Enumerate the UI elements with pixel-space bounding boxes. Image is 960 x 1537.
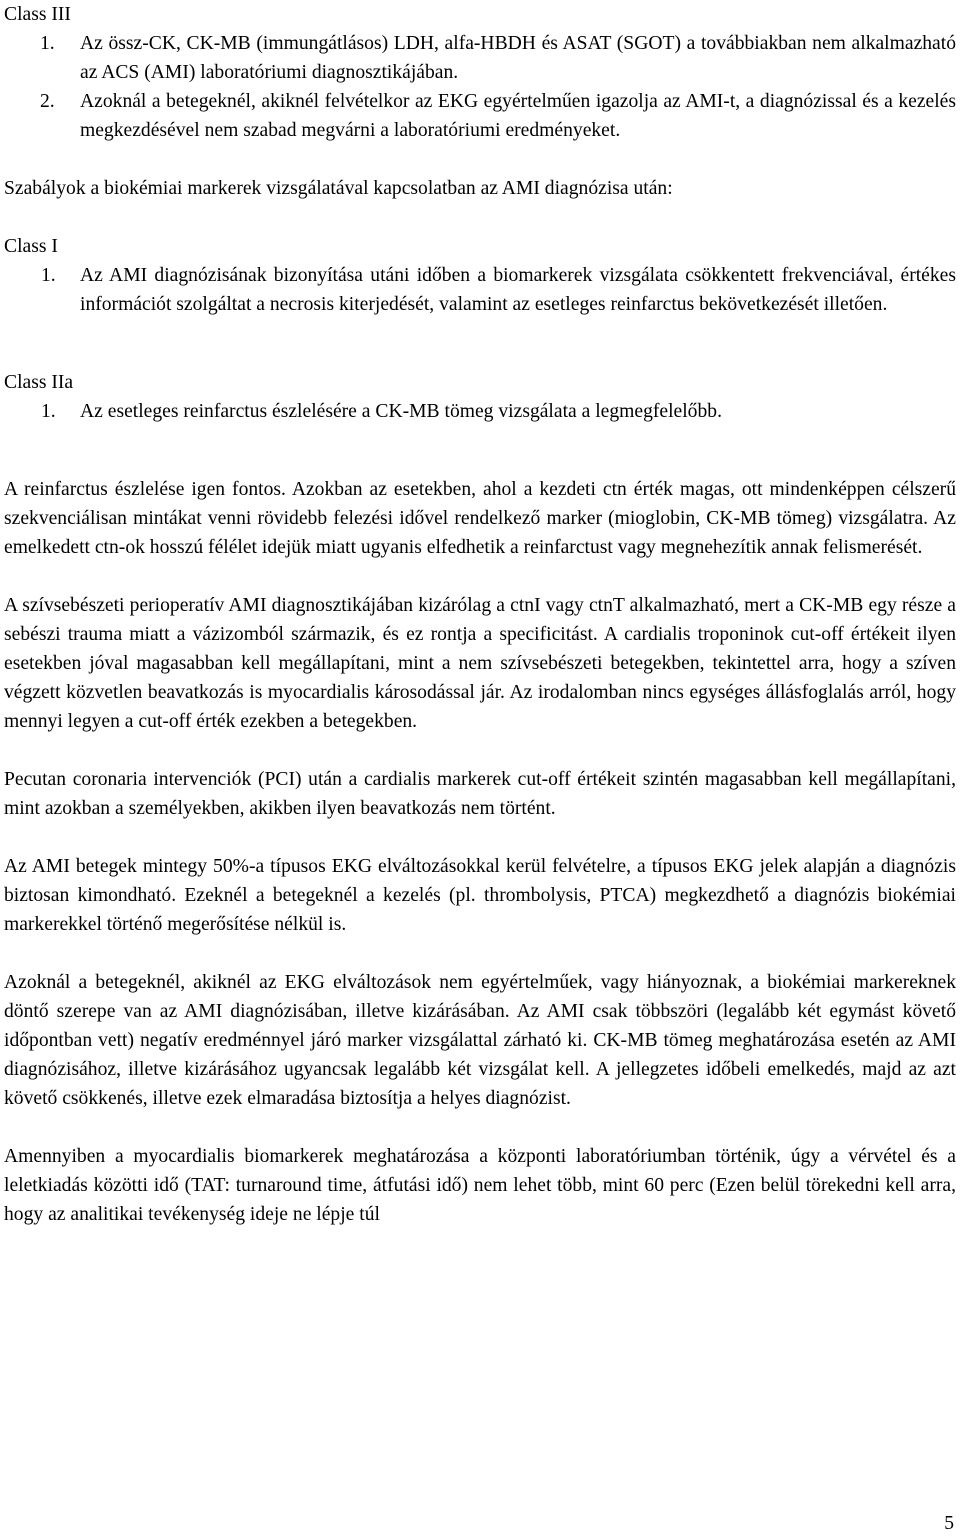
list-number: 1. bbox=[41, 265, 56, 286]
page-number: 5 bbox=[944, 1513, 954, 1534]
paragraph-pci: Pecutan coronaria intervenciók (PCI) után a cardialis markerek cut-off értékeit szintén magasabban kell megállapítani, mint azokban a személyekben, akikben ilyen beavatkozás nem történt. bbox=[4, 769, 956, 819]
list-number: 2. bbox=[40, 91, 55, 112]
paragraph-kozponti-laboratorium: Amennyiben a myocardialis biomarkerek meghatározása a központi laboratóriumban történik, úgy a vérvétel és a leletkiadás közötti idő (TAT: turnaround time, átfutási idő) nem lehet több, mint 60 perc (Ezen belül törekedni kell arra, hogy az analitikai tevékenység ideje ne lépje túl bbox=[4, 1146, 956, 1225]
paragraph-biokemiai-markerek: Azoknál a betegeknél, akiknél az EKG elváltozások nem egyértelműek, vagy hiányoznak, a biokémiai markereknek döntő szerepe van az AMI diagnózisában, illetve kizárásában. Az AMI csak többszöri (legalább két egymást követő időpontban vett) negatív eredménnyel járó marker vizsgálattal zárható ki. CK-MB tömeg meghatározása esetén az AMI diagnózisához, illetve kizárásához ugyancsak legalább két vizsgálat kell. A jellegzetes időbeli emelkedés, majd az azt követő csökkenés, illetve ezek elmaradása biztosítja a helyes diagnózist. bbox=[4, 972, 956, 1109]
list-number: 1. bbox=[40, 33, 55, 54]
class-iii-heading: Class III bbox=[4, 4, 71, 25]
class-iia-heading: Class IIa bbox=[4, 372, 74, 393]
class-i-heading: Class I bbox=[4, 236, 58, 257]
paragraph-reinfarctus: A reinfarctus észlelése igen fontos. Azokban az esetekben, ahol a kezdeti ctn érték magas, ott mindenképpen célszerű szekvenciálisan mintákat venni rövidebb felezési idővel rendelkező marker (mioglobin, CK-MB tömeg) vizsgálatra. Az emelkedett ctn-ok hosszú félélet idejük miatt ugyanis elfedhetik a reinfarctust vagy megnehezítik annak felismerését. bbox=[4, 479, 956, 558]
document-page bbox=[4, 0, 956, 1229]
class-iia-item-1 bbox=[4, 397, 956, 426]
list-text: Az esetleges reinfarctus észlelésére a CK-MB tömeg vizsgálata a legmegfelelőbb. bbox=[80, 401, 722, 422]
list-text: Azoknál a betegeknél, akiknél felvételkor az EKG egyértelműen igazolja az AMI-t, a diagnózissal és a kezelés megkezdésével nem szabad megvárni a laboratóriumi eredményeket. bbox=[80, 91, 956, 141]
class-iii-item-2 bbox=[4, 87, 956, 145]
paragraph-szivsebeszeti: A szívsebészeti perioperatív AMI diagnosztikájában kizárólag a ctnI vagy ctnT alkalmazható, mert a CK-MB egy része a sebészi trauma miatt a vázizomból származik, és ez rontja a specificitást. A cardialis troponinok cut-off értékeit ilyen esetekben jóval magasabban kell megállapítani, mint a nem szívsebészeti betegekben, tekintettel arra, hogy a szíven végzett közvetlen beavatkozás is myocardialis károsodással jár. Az irodalomban nincs egységes állásfoglalás arról, hogy mennyi legyen a cut-off érték ezekben a betegekben. bbox=[4, 595, 956, 732]
class-i-item-1 bbox=[4, 261, 956, 319]
paragraph-ekg: Az AMI betegek mintegy 50%-a típusos EKG elváltozásokkal kerül felvételre, a típusos EKG jelek alapján a diagnózis biztosan kimondható. Ezeknél a betegeknél a kezelés (pl. thrombolysis, PTCA) megkezdhető a diagnózis biokémiai markerekkel történő megerősítése nélkül is. bbox=[4, 856, 956, 935]
class-iii-item-1 bbox=[4, 29, 956, 87]
rules-heading: Szabályok a biokémiai markerek vizsgálatával kapcsolatban az AMI diagnózisa után: bbox=[4, 178, 673, 199]
list-text: Az össz-CK, CK-MB (immungátlásos) LDH, alfa-HBDH és ASAT (SGOT) a továbbiakban nem alkalmazható az ACS (AMI) laboratóriumi diagnosztikájában. bbox=[80, 33, 956, 83]
list-text: Az AMI diagnózisának bizonyítása utáni időben a biomarkerek vizsgálata csökkentett frekvenciával, értékes információt szolgáltat a necrosis kiterjedését, valamint az esetleges reinfarctus bekövetkezését illetően. bbox=[80, 265, 956, 315]
list-number: 1. bbox=[41, 401, 56, 422]
